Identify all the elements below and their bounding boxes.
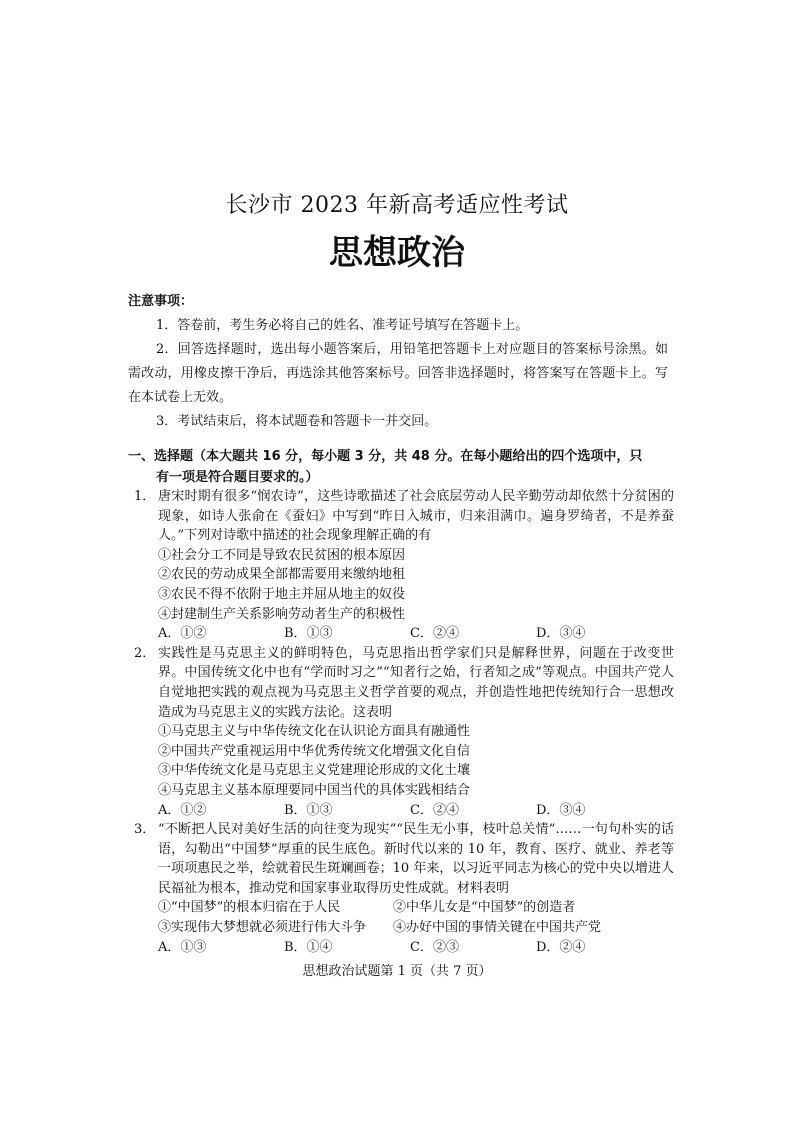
statement: ①“中国梦”的根本归宿在于人民 — [158, 900, 341, 916]
note-item: 1．答卷前，考生务必将自己的姓名、准考证号填写在答题卡上。 — [156, 318, 529, 333]
question-2 — [134, 644, 674, 820]
question-number: 2． — [134, 645, 156, 661]
option-c: C．②④ — [410, 802, 459, 818]
option-d: D．②④ — [536, 939, 586, 955]
option-b: B．①④ — [284, 939, 333, 955]
subject-title: 思想政治 — [329, 233, 465, 273]
questions — [134, 487, 674, 957]
option-a: A．①② — [158, 626, 207, 642]
statement: ③实现伟大梦想就必须进行伟大斗争 — [158, 920, 367, 936]
statement: ④封建制生产关系影响劳动者生产的积极性 — [158, 606, 406, 622]
notes-block — [128, 290, 668, 434]
question-stem: 唐宋时期有很多“悯农诗”，这些诗歌描述了社会底层劳动人民辛勤劳动却依然十分贫困的现象，如诗人张俞在《蚕妇》中写到“昨日入城市，归来泪满巾。遍身罗绮者，不是养蚕人。”下列对诗歌中描述的社会现象理解正确的有 — [158, 489, 674, 544]
question-stem: “不断把人民对美好生活的向往变为现实”“民生无小事，枝叶总关情”……一句句朴实的话语，勾勒出“中国梦”厚重的民生底色。新时代以来的 10 年，教育、医疗、就业、养老等一项项惠民之举，绘就着民生斑斓画卷；10 年来，以习近平同志为核心的党中央以增进人民福祉为根本，推动党和国家事业取得历史性成就。材料表明 — [158, 822, 674, 896]
statement: ③中华传统文化是马克思主义党建理论形成的文化土壤 — [158, 763, 471, 779]
section-heading — [128, 446, 673, 488]
statement: ②中国共产党重视运用中华优秀传统文化增强文化自信 — [158, 743, 471, 759]
statement: ②农民的劳动成果全部都需要用来缴纳地租 — [158, 567, 406, 583]
statement: ②中华儿女是“中国梦”的创造者 — [393, 900, 576, 916]
option-c: C．②③ — [410, 939, 459, 955]
statement: ①社会分工不同是导致农民贫困的根本原因 — [158, 547, 406, 563]
statement: ③农民不得不依附于地主并屈从地主的奴役 — [158, 586, 406, 602]
statement: ④办好中国的事情关键在中国共产党 — [393, 920, 602, 936]
question-3 — [134, 820, 674, 957]
option-a: A．①② — [158, 802, 207, 818]
statement: ④马克思主义基本原理要同中国当代的具体实践相结合 — [158, 782, 471, 798]
answer-options — [158, 801, 674, 821]
statement: ①马克思主义与中华传统文化在认识论方面具有融通性 — [158, 724, 471, 740]
option-d: D．③④ — [536, 626, 586, 642]
statement-pair — [158, 918, 674, 938]
note-item: 2．回答选择题时，选出每小题答案后，用铅笔把答题卡上对应题目的答案标号涂黑。如需改动，用橡皮擦干净后，再选涂其他答案标号。回答非选择题时，将答案写在答题卡上。写在本试卷上无效。 — [128, 342, 668, 405]
question-number: 1． — [134, 489, 156, 504]
notes-heading: 注意事项： — [128, 294, 194, 309]
statement-pair — [158, 898, 674, 918]
page-footer: 思想政治试题第 1 页（共 7 页） — [302, 964, 492, 979]
option-b: B．①③ — [284, 626, 333, 642]
answer-options — [158, 938, 674, 958]
option-a: A．①③ — [158, 939, 207, 955]
option-b: B．①③ — [284, 802, 333, 818]
option-d: D．③④ — [536, 802, 586, 818]
question-number: 3． — [134, 822, 156, 838]
exam-title: 长沙市 2023 年新高考适应性考试 — [225, 193, 569, 218]
section-heading-line2: 有一项是符合题目要求的。） — [156, 470, 319, 485]
answer-options — [158, 624, 674, 644]
note-item: 3．考试结束后，将本试题卷和答题卡一并交回。 — [156, 414, 438, 429]
question-stem: 实践性是马克思主义的鲜明特色，马克思指出哲学家们只是解释世界，问题在于改变世界。中国传统文化中也有“学而时习之”“知者行之始，行者知之成”等观点。中国共产党人自觉地把实践的观点视为马克思主义哲学首要的观点，并创造性地把传统知行合一思想改造成为马克思主义的实践方法论。这表明 — [158, 645, 674, 720]
question-1 — [134, 487, 674, 644]
section-heading-line1: 一、选择题（本大题共 16 分，每小题 3 分，共 48 分。在每小题给出的四个选项中，只 — [128, 449, 643, 464]
option-c: C．②④ — [410, 626, 459, 642]
